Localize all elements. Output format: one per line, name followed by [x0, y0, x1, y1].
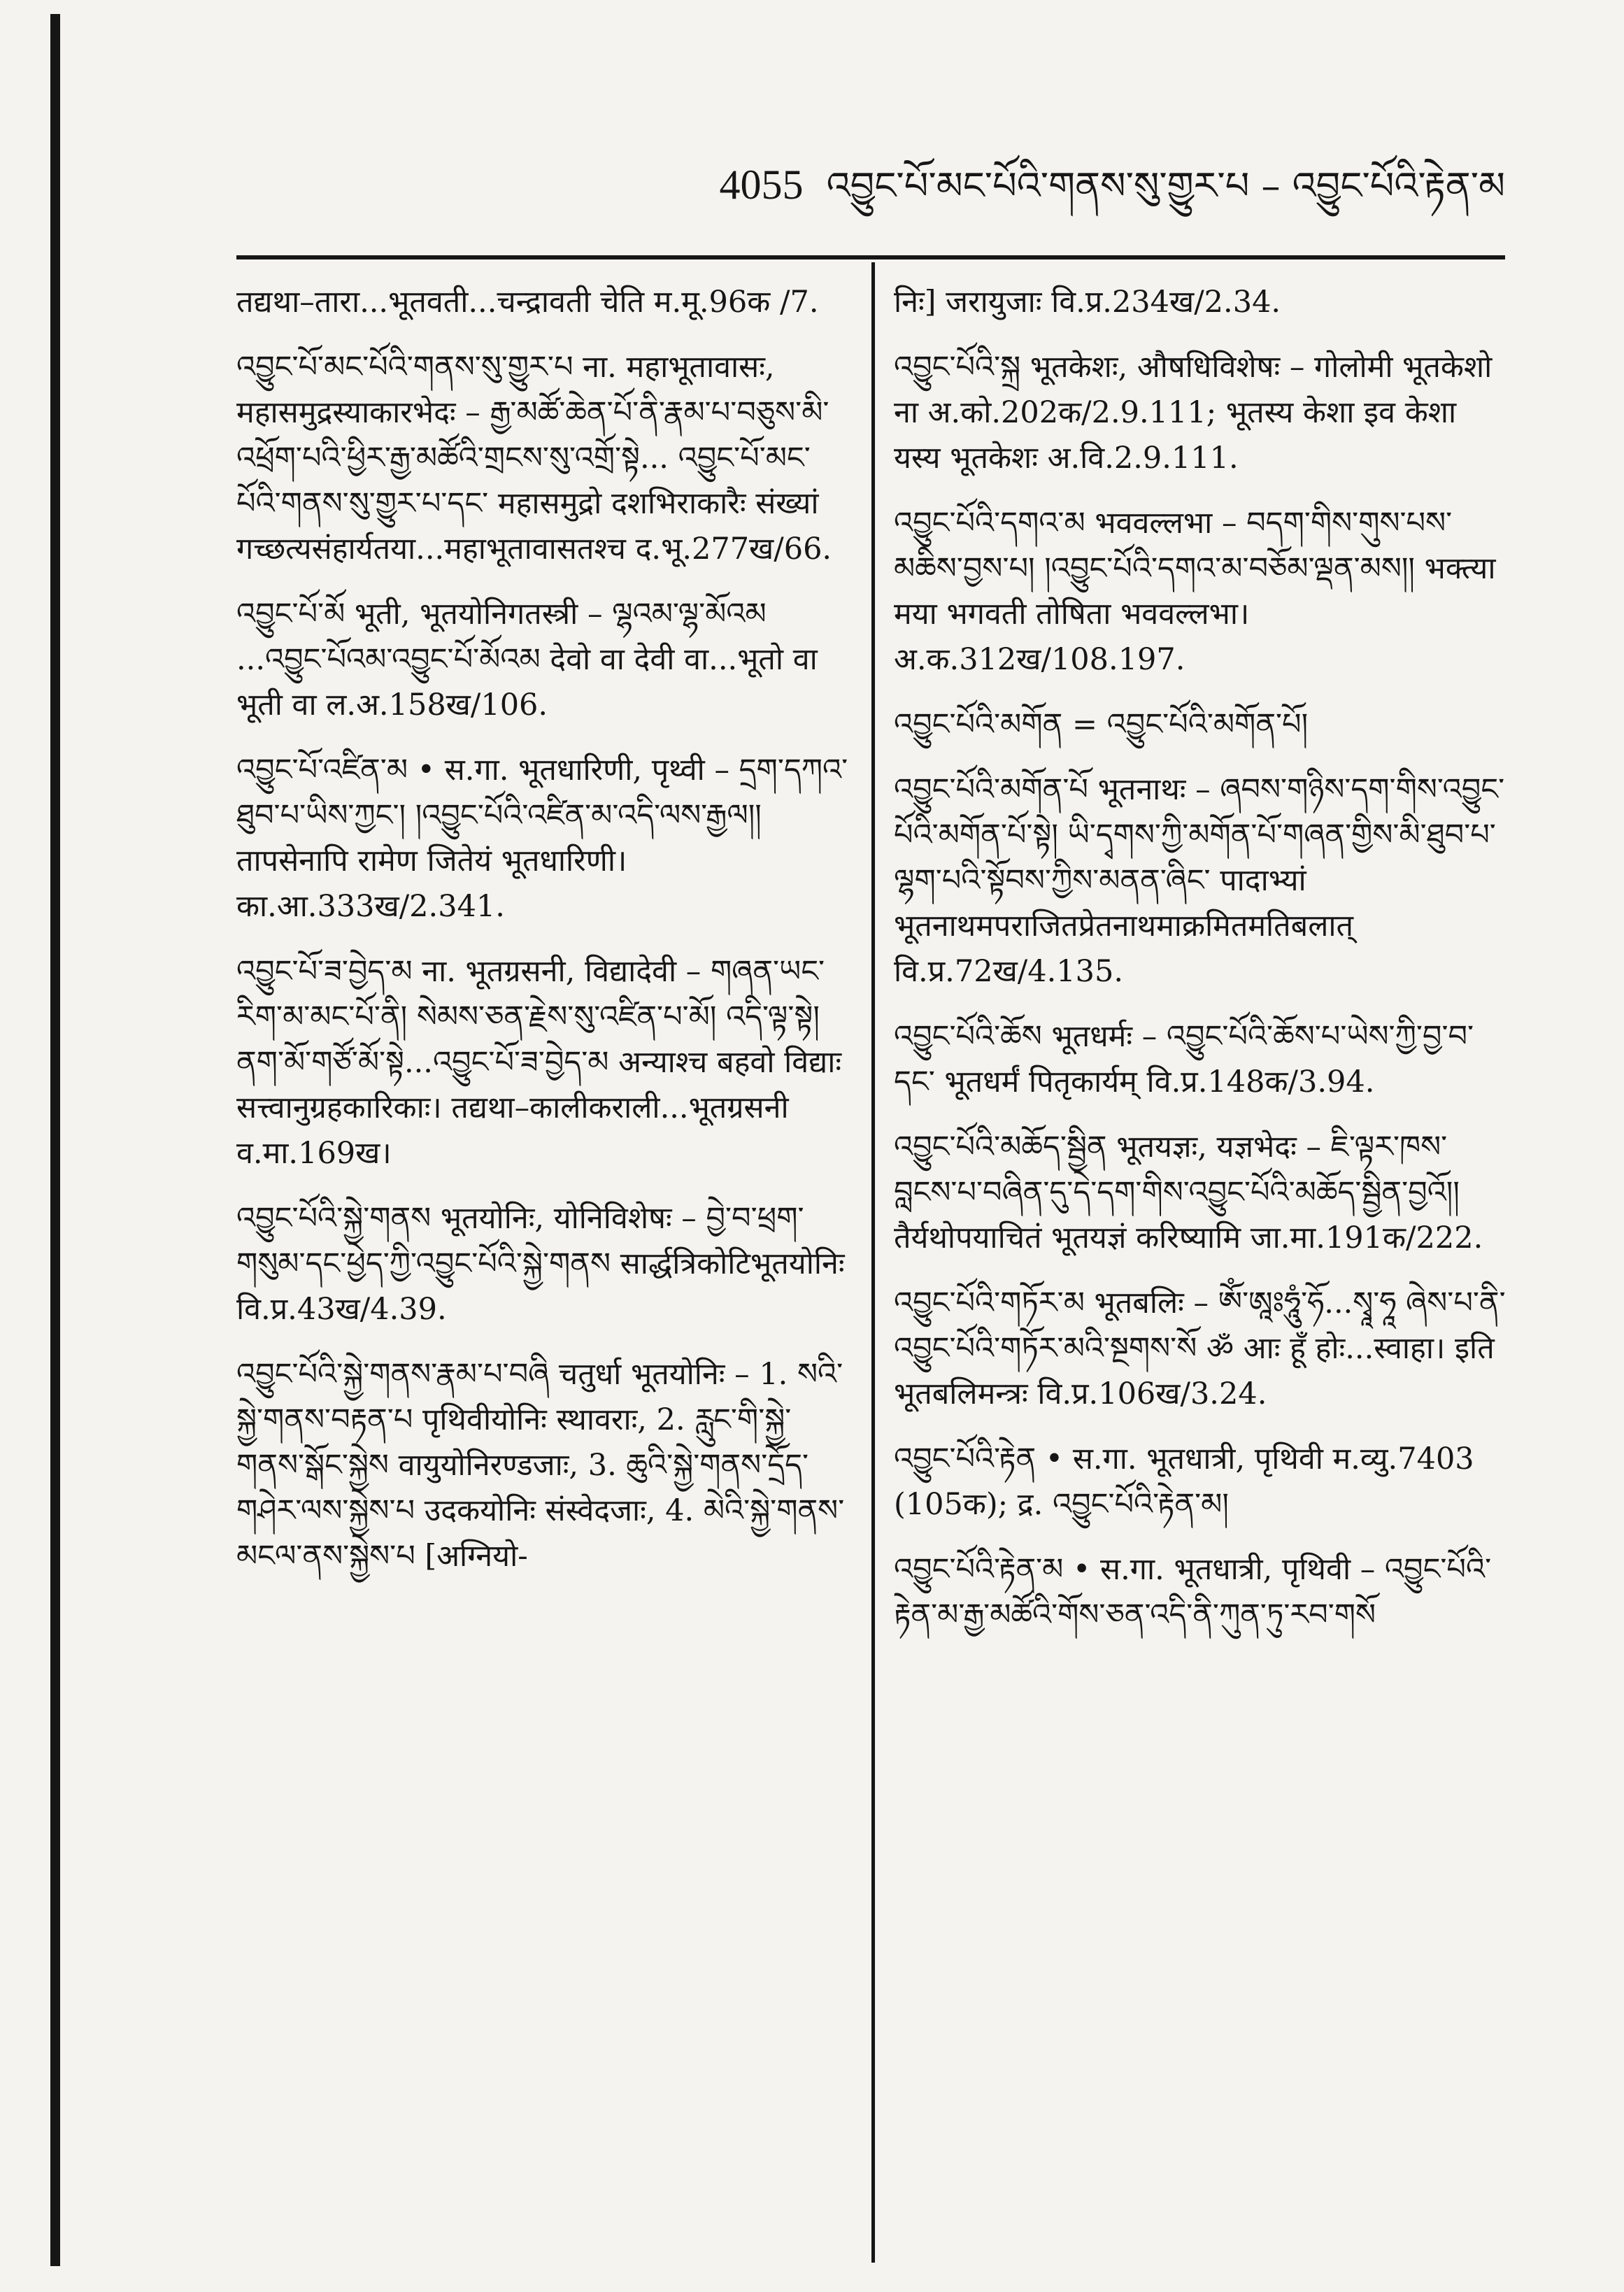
dictionary-entry: འབྱུང་པོའི་ཆོས भूतधर्मः – འབྱུང་པོའི་ཆོས་པ་ཡེས་ཀྱི་བྱ་བ་དང་ भूतधर्मं पितृकार्यम् वि.प्र.148क/3.94. [894, 1019, 1474, 1099]
left-margin-rule [50, 14, 60, 2266]
dictionary-entry: འབྱུང་པོའི་དགའ་མ भववल्लभा – བདག་གིས་གུས་པས་མཆིས་བྱས་པ། །འབྱུང་པོའི་དགའ་མ་བཅོམ་ལྡན་མས།། भक्त्या मया भगवती तोषिता भववल्लभा। अ.क.312ख/108.197. [894, 506, 1496, 677]
left-column [236, 280, 852, 1599]
dictionary-entry: འབྱུང་པོའི་གཏོར་མ भूतबलिः – ཨོཾ་ཨཱཿཧཱུཾ་ཧོ...སྭཱ་ཧཱ ཞེས་པ་ནི་འབྱུང་པོའི་གཏོར་མའི་སྔགས་སོ ॐ आः हूँ होः...स्वाहा। इति भूतबलिमन्त्रः वि.प्र.106ख/3.24. [894, 1286, 1506, 1411]
dictionary-entry: འབྱུང་པོའི་སྐྱེ་གནས भूतयोनिः, योनिविशेषः – བྱེ་བ་ཕྲག་གསུམ་དང་ཕྱེད་ཀྱི་འབྱུང་པོའི་སྐྱེ་གནས सार्द्धत्रिकोटिभूतयोनिः वि.प्र.43ख/4.39. [236, 1201, 845, 1327]
page-header [719, 143, 1505, 250]
dictionary-entry: འབྱུང་པོའི་སྐྲ भूतकेशः, औषधिविशेषः – गोलोमी भूतकेशो ना अ.को.202क/2.9.111; भूतस्य केशा इव केशा यस्य भूतकेशः अ.वि.2.9.111. [894, 350, 1493, 476]
dictionary-entry: འབྱུང་པོའི་རྟེན • स.गा. भूतधात्री, पृथिवी म.व्यु.7403 (105क); द्र. འབྱུང་པོའི་རྟེན་མ། [894, 1442, 1474, 1522]
page-title: འབྱུང་པོ་མང་པོའི་གནས་སུ་གྱུར་པ – འབྱུང་པོའི་རྟེན་མ [826, 164, 1505, 208]
dictionary-entry: འབྱུང་པོའི་མཆོད་སྦྱིན भूतयज्ञः, यज्ञभेदः – ཇི་ལྟར་ཁས་བླངས་པ་བཞིན་དུ་དེ་དག་གིས་འབྱུང་པོའི་མཆོད་སྦྱིན་བྱའོ།། तैर्यथोपयाचितं भूतयज्ञं करिष्यामि जा.मा.191क/222. [894, 1130, 1483, 1255]
dictionary-entry: तद्यथा–तारा...भूतवती...चन्द्रावती चेति म.मू.96क /7. [236, 285, 819, 320]
dictionary-entry: འབྱུང་པོ་ཟ་བྱེད་མ ना. भूतग्रसनी, विद्यादेवी – གཞན་ཡང་རིག་མ་མང་པོ་ནི། སེམས་ཅན་རྗེས་སུ་འཛིན་པ་མོ། འདི་ལྟ་སྟེ། ནག་མོ་གཙོ་མོ་སྟེ...འབྱུང་པོ་ཟ་བྱེད་མ अन्याश्च बहवो विद्याः सत्त्वानुग्रहकारिकाः। तद्यथा–कालीकराली...भूतग्रसनी व.मा.169ख। [236, 954, 842, 1171]
page-number: 4055 [719, 162, 804, 208]
dictionary-entry: འབྱུང་པོའི་རྟེན་མ • स.गा. भूतधात्री, पृथिवी – འབྱུང་པོའི་རྟེན་མ་རྒྱ་མཚོའི་གོས་ཅན་འདི་ནི་ཀུན་ཏུ་རབ་གསོ [894, 1552, 1492, 1632]
column-divider [871, 262, 875, 2263]
dictionary-entry: འབྱུང་པོའི་མགོན = འབྱུང་པོའི་མགོན་པོ། [894, 707, 1309, 742]
dictionary-entry: འབྱུང་པོ་མང་པོའི་གནས་སུ་གྱུར་པ ना. महाभूतावासः, महासमुद्रस्याकारभेदः – རྒྱ་མཚོ་ཆེན་པོ་ནི་རྣམ་པ་བཅུས་མི་འཕྲོག་པའི་ཕྱིར་རྒྱ་མཚོའི་གྲངས་སུ་འགྲོ་སྟེ... འབྱུང་པོ་མང་པོའི་གནས་སུ་གྱུར་པ་དང་ महासमुद्रो दशभिराकारैः संख्यां गच्छत्यसंहार्यतया...महाभूतावासतश्च द.भू.277ख/66. [236, 350, 832, 567]
dictionary-entry: འབྱུང་པོའི་སྐྱེ་གནས་རྣམ་པ་བཞི चतुर्धा भूतयोनिः – 1. སའི་སྐྱེ་གནས་བརྟན་པ पृथिवीयोनिः स्थावराः, 2. རླུང་གི་སྐྱེ་གནས་སྒོང་སྐྱེས वायुयोनिरण्डजाः, 3. ཆུའི་སྐྱེ་གནས་དྲོད་གཤེར་ལས་སྐྱེས་པ उदकयोनिः संस्वेदजाः, 4. མེའི་སྐྱེ་གནས་མངལ་ནས་སྐྱེས་པ [अग्नियो- [236, 1357, 845, 1574]
dictionary-entry: འབྱུང་པོའི་མགོན་པོ भूतनाथः – ཞབས་གཉིས་དག་གིས་འབྱུང་པོའི་མགོན་པོ་སྟེ། ཡི་དྭགས་ཀྱི་མགོན་པོ་གཞན་གྱིས་མི་ཐུབ་པ་ལྷག་པའི་སྟོབས་ཀྱིས་མནན་ཞིང་ पादाभ्यां भूतनाथमपराजितप्रेतनाथमाक्रमितमतिबलात् वि.प्र.72ख/4.135. [894, 772, 1505, 989]
dictionary-entry: འབྱུང་པོ་འཛིན་མ • स.गा. भूतधारिणी, पृथ्वी – དྲག་དཀའ་ཐུབ་པ་ཡིས་ཀྱང་། །འབྱུང་པོའི་འཛིན་མ་འདི་ལས་རྒྱལ།། तापसेनापि रामेण जितेयं भूतधारिणी। का.आ.333ख/2.341. [236, 753, 848, 924]
dictionary-entry: འབྱུང་པོ་མོ भूती, भूतयोनिगतस्त्री – ལྷའམ་ལྷ་མོའམ ...འབྱུང་པོའམ་འབྱུང་པོ་མོའམ देवो वा देवी वा...भूतो वा भूती वा ल.अ.158ख/106. [236, 597, 818, 723]
header-rule [236, 255, 1505, 259]
dictionary-entry: निः] जरायुजाः वि.प्र.234ख/2.34. [894, 285, 1281, 320]
right-column [894, 280, 1509, 1658]
